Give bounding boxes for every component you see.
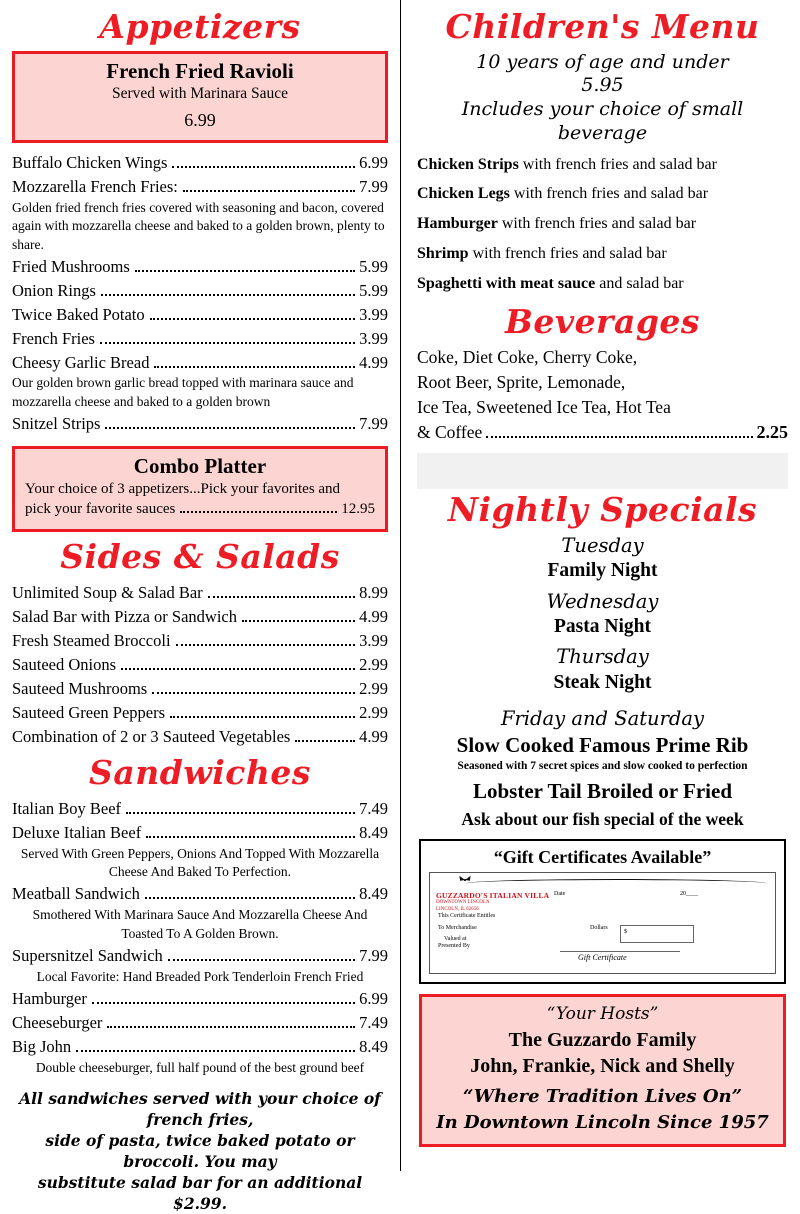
item-price: 2.99 [359, 702, 388, 722]
dot-leader [295, 739, 355, 742]
item-description: with french fries and salad bar [501, 215, 697, 233]
appetizer-list [12, 151, 388, 435]
sandwich-footnote [12, 1089, 388, 1214]
certificate-brand: GUZZARDO'S ITALIAN VILLA [436, 890, 550, 900]
special-day: Wednesday [546, 589, 659, 613]
item-name: Sauteed Mushrooms [12, 678, 148, 698]
certificate-brand-line2: DOWNTOWN LINCOLN [436, 899, 490, 905]
menu-item [12, 175, 388, 199]
gift-certificate-title: “Gift Certificates Available” [493, 846, 712, 867]
item-name: Fried Mushrooms [12, 256, 130, 276]
item-price: 5.99 [359, 280, 388, 300]
decorative-swoosh [466, 879, 767, 888]
left-column [0, 0, 400, 1213]
beverage-line: Root Beer, Sprite, Lemonade, [417, 372, 626, 393]
certificate-brand-line3: LINCOLN, IL 62656 [436, 906, 479, 912]
certificate-footer: Gift Certificate [578, 952, 627, 962]
dot-leader [208, 595, 355, 598]
item-name: Onion Rings [12, 280, 96, 300]
item-price: 3.99 [359, 328, 388, 348]
special-name: Lobster Tail Broiled or Fried [472, 778, 733, 803]
item-name: Salad Bar with Pizza or Sandwich [12, 606, 237, 626]
item-price: 8.49 [359, 1036, 388, 1056]
menu-item [12, 1035, 388, 1059]
beverages-heading: Beverages [505, 301, 700, 341]
sandwiches-list [12, 797, 388, 1077]
item-price: 7.99 [359, 177, 388, 197]
menu-item [12, 677, 388, 701]
menu-item [417, 155, 788, 176]
item-name: Twice Baked Potato [12, 304, 145, 324]
menu-item [417, 184, 788, 205]
menu-item [417, 214, 788, 235]
right-column [400, 0, 800, 1171]
certificate-valued-label: Valued at [444, 935, 467, 942]
nightly-specials-heading: Nightly Specials [447, 490, 758, 530]
menu-item [12, 944, 388, 968]
certificate-presented-label: Presented By [438, 942, 470, 949]
menu-item [12, 327, 388, 351]
combo-platter-desc-line1: Your choice of 3 appetizers...Pick your favorites and [25, 480, 341, 497]
featured-appetizer-box [12, 51, 388, 144]
menu-item [12, 581, 388, 605]
combo-platter-desc-line2: pick your favorite sauces [25, 500, 176, 517]
special-name: Family Night [547, 560, 658, 582]
beverage-price-row [417, 420, 788, 446]
certificate-signature-line [560, 951, 680, 952]
certificate-merchandise-label: To Merchandise [438, 924, 477, 931]
menu-item [12, 303, 388, 327]
menu-item [12, 1011, 388, 1035]
item-name: Combination of 2 or 3 Sauteed Vegetables [12, 726, 291, 746]
hosts-names: John, Frankie, Nick and Shelly [470, 1054, 735, 1077]
menu-item [12, 279, 388, 303]
combo-platter-box [12, 446, 388, 533]
item-price: 6.99 [359, 988, 388, 1008]
item-name: Cheesy Garlic Bread [12, 352, 150, 372]
special-name: Slow Cooked Famous Prime Rib [456, 732, 749, 757]
dot-leader [180, 510, 337, 513]
menu-item [12, 987, 388, 1011]
item-name: Sauteed Onions [12, 654, 117, 674]
dot-leader [107, 1025, 355, 1028]
dot-leader [105, 426, 355, 429]
item-name: Chicken Legs [417, 185, 510, 203]
hosts-quote: “Your Hosts” [546, 1003, 659, 1024]
item-price: 5.99 [359, 256, 388, 276]
menu-item [417, 244, 788, 265]
item-name: Supersnitzel Sandwich [12, 945, 163, 965]
dot-leader [176, 643, 356, 646]
item-price: 3.99 [359, 630, 388, 650]
menu-item [12, 412, 388, 436]
item-name: Chicken Strips [417, 155, 519, 173]
item-name: Mozzarella French Fries: [12, 177, 178, 197]
dot-leader [101, 293, 355, 296]
item-price: 8.49 [359, 884, 388, 904]
item-price: 6.99 [359, 153, 388, 173]
beverage-price: 2.25 [756, 421, 788, 442]
item-description: Double cheeseburger, full half pound of the best ground beef [35, 1059, 365, 1075]
beverage-line: Ice Tea, Sweetened Ice Tea, Hot Tea [417, 396, 671, 417]
hosts-tagline2: In Downtown Lincoln Since 1957 [436, 1112, 769, 1134]
hosts-family: The Guzzardo Family [508, 1028, 697, 1051]
special-day: Friday and Saturday [500, 707, 705, 731]
childrens-price: 5.95 [581, 74, 624, 97]
dot-leader [242, 619, 355, 622]
featured-appetizer-price: 6.99 [184, 110, 216, 131]
childrens-items [417, 155, 788, 295]
dot-leader [168, 958, 355, 961]
dot-leader [183, 189, 355, 192]
dot-leader [172, 165, 355, 168]
item-description: with french fries and salad bar [472, 245, 667, 263]
item-name: Cheeseburger [12, 1012, 103, 1032]
footnote-line1: All sandwiches served with your choice of french fries, [19, 1088, 381, 1129]
dot-leader [150, 317, 355, 320]
menu-item [12, 882, 388, 906]
combo-platter-price-row [25, 499, 375, 521]
menu-item [12, 653, 388, 677]
sides-list [12, 581, 388, 748]
beverages-list [417, 345, 788, 445]
item-description: with french fries and salad bar [522, 155, 717, 173]
childrens-beverage-note: Includes your choice of small beverage [461, 98, 744, 144]
appetizers-heading: Appetizers [99, 7, 301, 46]
menu-item [417, 274, 788, 295]
special-name: Pasta Night [554, 616, 651, 638]
dot-leader [76, 1049, 355, 1052]
dot-leader [92, 1001, 355, 1004]
certificate-amount-box [620, 925, 694, 943]
item-name: Big John [12, 1036, 72, 1056]
certificate-dollars-label: Dollars [590, 924, 608, 931]
menu-item [12, 725, 388, 749]
combo-platter-price: 12.95 [341, 500, 375, 517]
certificate-date-label: Date [554, 890, 566, 897]
sides-heading: Sides & Salads [60, 537, 340, 577]
footnote-line3: substitute salad bar for an additional $2.99. [37, 1172, 363, 1213]
menu-item [12, 605, 388, 629]
beverage-line: & Coffee [417, 421, 483, 442]
dot-leader [486, 435, 752, 438]
item-name: Spaghetti with meat sauce [417, 274, 596, 292]
item-name: Hamburger [417, 215, 498, 233]
dot-leader [126, 811, 355, 814]
item-description: and salad bar [599, 274, 684, 292]
menu-item [12, 797, 388, 821]
item-name: Unlimited Soup & Salad Bar [12, 583, 203, 603]
item-price: 4.99 [359, 606, 388, 626]
gift-certificate-box [419, 839, 786, 984]
gift-certificate-graphic [429, 872, 776, 974]
item-name: Snitzel Strips [12, 413, 101, 433]
dot-leader [135, 269, 355, 272]
item-price: 7.99 [359, 945, 388, 965]
featured-appetizer-title: French Fried Ravioli [106, 58, 294, 83]
special-name: Steak Night [553, 671, 652, 693]
childrens-age-note: 10 years of age and under [476, 50, 729, 73]
footnote-line2: side of pasta, twice baked potato or broccoli. You may [45, 1130, 355, 1171]
sandwiches-heading: Sandwiches [89, 753, 311, 793]
item-price: 8.99 [359, 583, 388, 603]
decorative-band [417, 453, 788, 489]
item-name: Sauteed Green Peppers [12, 702, 166, 722]
dot-leader [145, 896, 355, 899]
item-price: 2.99 [359, 654, 388, 674]
combo-platter-title: Combo Platter [133, 453, 267, 478]
dot-leader [100, 341, 355, 344]
item-description: Smothered With Marinara Sauce And Mozzarella Cheese And Toasted To A Golden Brown. [32, 907, 368, 941]
menu-item [12, 351, 388, 375]
certificate-year-label: 20____ [680, 890, 698, 897]
item-price: 4.99 [359, 352, 388, 372]
item-price: 7.49 [359, 1012, 388, 1032]
item-description: Local Favorite: Hand Breaded Pork Tenderloin French Fried [36, 968, 364, 984]
item-name: French Fries [12, 328, 95, 348]
special-day: Tuesday [561, 533, 644, 557]
menu-item [12, 151, 388, 175]
dot-leader [146, 835, 355, 838]
item-description: Served With Green Peppers, Onions And Topped With Mozzarella Cheese And Baked To Perfection. [20, 845, 380, 880]
item-name: Fresh Steamed Broccoli [12, 630, 171, 650]
item-name: Italian Boy Beef [12, 799, 122, 819]
hosts-box [419, 994, 786, 1148]
special-note: Ask about our fish special of the week [461, 809, 744, 830]
menu-item [12, 255, 388, 279]
featured-appetizer-subtitle: Served with Marinara Sauce [111, 84, 289, 102]
item-price: 3.99 [359, 304, 388, 324]
item-name: Buffalo Chicken Wings [12, 153, 168, 173]
item-price: 7.49 [359, 799, 388, 819]
hosts-tagline1: “Where Tradition Lives On” [463, 1085, 742, 1107]
item-price: 2.99 [359, 678, 388, 698]
item-name: Deluxe Italian Beef [12, 823, 142, 843]
specials-list [417, 534, 788, 831]
item-price: 7.99 [359, 413, 388, 433]
special-day: Thursday [556, 645, 649, 669]
special-description: Seasoned with 7 secret spices and slow cooked to perfection [457, 759, 748, 772]
item-description: Golden fried french fries covered with seasoning and bacon, covered again with mozzarella cheese and baked to a golden brown, plenty to share. [12, 200, 385, 252]
item-description: Our golden brown garlic bread topped with marinara sauce and mozzarella cheese and baked to a golden brown [12, 375, 354, 409]
item-price: 4.99 [359, 726, 388, 746]
item-description: with french fries and salad bar [513, 185, 709, 203]
dot-leader [152, 691, 355, 694]
item-name: Hamburger [12, 988, 87, 1008]
item-name: Shrimp [417, 245, 469, 263]
item-name: Meatball Sandwich [12, 884, 140, 904]
item-price: 8.49 [359, 823, 388, 843]
menu-item [12, 629, 388, 653]
dot-leader [170, 715, 355, 718]
dot-leader [121, 667, 355, 670]
certificate-dollar-sign: $ [624, 928, 627, 935]
dot-leader [154, 365, 355, 368]
menu-item [12, 701, 388, 725]
childrens-menu-heading: Children's Menu [445, 7, 760, 46]
menu-item [12, 821, 388, 845]
beverage-line: Coke, Diet Coke, Cherry Coke, [417, 347, 638, 368]
certificate-entitles-label: This Certificate Entitles [438, 912, 496, 919]
